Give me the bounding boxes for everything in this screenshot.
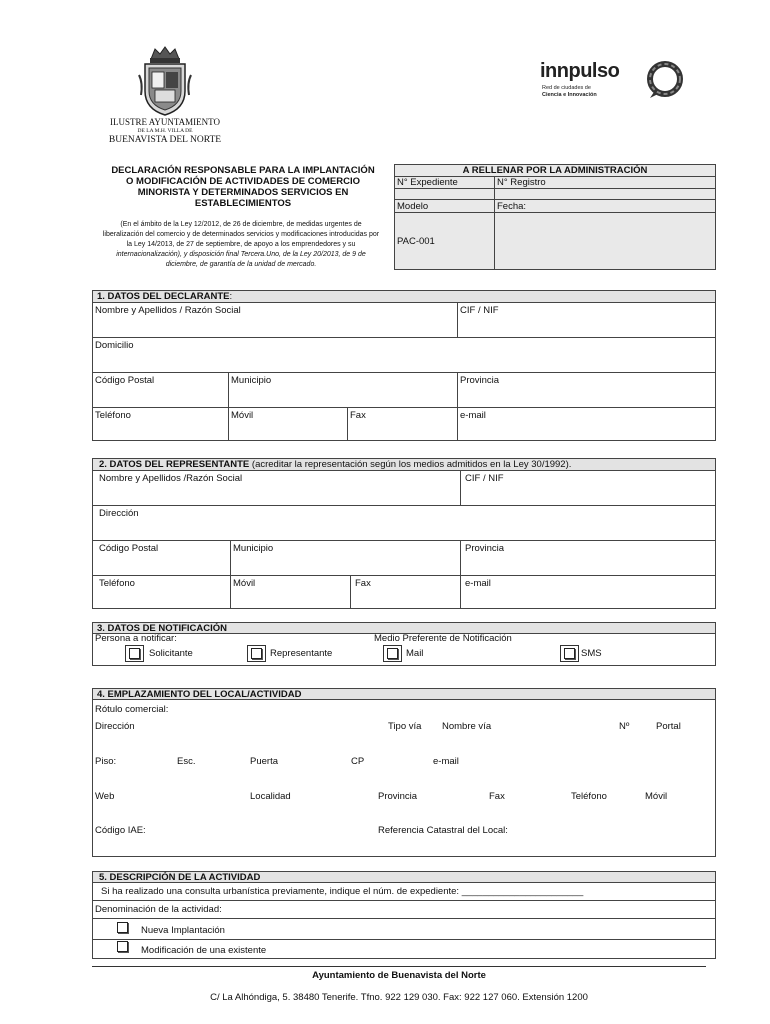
s3-representante-checkbox[interactable]: [247, 645, 266, 662]
section5-title: 5. DESCRIPCIÓN DE LA ACTIVIDAD: [99, 872, 261, 883]
title-line1: DECLARACIÓN RESPONSABLE PARA LA IMPLANTACIÓN: [111, 165, 375, 176]
s3-sms-label: SMS: [581, 648, 602, 659]
title-line2: O MODIFICACIÓN DE ACTIVIDADES DE COMERCIO: [126, 176, 360, 187]
s3-persona-label: Persona a notificar:: [95, 633, 177, 644]
s2-fax-label: Fax: [355, 578, 371, 589]
s1-telefono-label: Teléfono: [95, 410, 131, 421]
s4-nombre-via-label: Nombre vía: [442, 721, 492, 732]
s4-iae-label: Código IAE:: [95, 825, 146, 836]
s4-email-label: e-mail: [433, 756, 459, 767]
s1-nombre-label: Nombre y Apellidos / Razón Social: [95, 305, 241, 316]
municipality-line2: DE LA M.H. VILLA DE: [137, 128, 193, 134]
municipality-line1: ILUSTRE AYUNTAMIENTO: [109, 117, 221, 127]
footer-rule: [92, 966, 706, 967]
legal-note-4: internacionalización), y disposición final Tercera.Uno, de la Ley 20/2013, de 9 de: [116, 251, 366, 258]
s4-catastral-label: Referencia Catastral del Local:: [378, 825, 508, 836]
s5-modificacion-label: Modificación de una existente: [141, 945, 267, 956]
section2-title: 2. DATOS DEL REPRESENTANTE: [99, 459, 250, 470]
s4-puerta-label: Puerta: [250, 756, 278, 767]
s3-mail-label: Mail: [406, 648, 424, 659]
innpulso-wordmark: innpulso: [540, 60, 620, 82]
section3-title: 3. DATOS DE NOTIFICACIÓN: [97, 623, 228, 634]
s3-solicitante-checkbox[interactable]: [125, 645, 144, 662]
s4-direccion-label: Dirección: [95, 721, 135, 732]
section2-header: [92, 458, 716, 471]
s4-cp-label: CP: [351, 756, 365, 767]
s3-solicitante-label: Solicitante: [149, 648, 193, 659]
s2-cp-label: Código Postal: [99, 543, 159, 554]
s1-domicilio-label: Domicilio: [95, 340, 134, 351]
s4-tipo-via-label: Tipo vía: [388, 721, 422, 732]
s1-movil-label: Móvil: [231, 410, 254, 421]
section4-header: [92, 688, 716, 700]
s1-cif-label: CIF / NIF: [460, 305, 499, 316]
s3-medio-label: Medio Preferente de Notificación: [374, 633, 512, 644]
s2-municipio-label: Municipio: [233, 543, 274, 554]
admin-header: A RELLENAR POR LA ADMINISTRACIÓN: [462, 165, 648, 176]
innpulso-logo: [540, 58, 685, 108]
legal-note-5: diciembre, de garantía de la unidad de mercado.: [165, 261, 317, 268]
admin-modelo-label: Modelo: [397, 201, 429, 212]
s1-email-label: e-mail: [460, 410, 486, 421]
footer-org: Ayuntamiento de Buenavista del Norte: [312, 970, 486, 981]
s3-representante-label: Representante: [270, 648, 333, 659]
s5-denominacion-label: Denominación de la actividad:: [95, 904, 222, 915]
admin-fecha-label: Fecha:: [497, 201, 527, 212]
legal-note-1: (En el ámbito de la Ley 12/2012, de 26 de diciembre, de medidas urgentes de: [120, 221, 362, 228]
s4-movil-label: Móvil: [645, 791, 668, 802]
legal-note-2: liberalización del comercio y de determinados servicios y modificaciones introducidas por: [102, 231, 380, 238]
section1-header: 1. DATOS DEL DECLARANTE:: [92, 290, 716, 303]
s5-nueva-checkbox[interactable]: [117, 922, 128, 933]
s4-numero-label: Nº: [619, 721, 630, 732]
s2-telefono-label: Teléfono: [99, 578, 135, 589]
s4-portal-label: Portal: [656, 721, 681, 732]
s2-cif-label: CIF / NIF: [465, 473, 504, 484]
s1-fax-label: Fax: [350, 410, 366, 421]
s2-provincia-label: Provincia: [465, 543, 505, 554]
municipality-line3: BUENAVISTA DEL NORTE: [108, 135, 222, 145]
admin-registro-label: N° Registro: [497, 177, 546, 188]
s1-municipio-label: Municipio: [231, 375, 272, 386]
section1-title: 1. DATOS DEL DECLARANTE: [97, 291, 230, 302]
s2-movil-label: Móvil: [233, 578, 256, 589]
s4-esc-label: Esc.: [177, 756, 196, 767]
s4-rotulo-label: Rótulo comercial:: [95, 704, 169, 715]
admin-expediente-label: N° Expediente: [397, 177, 458, 188]
admin-code: PAC-001: [397, 236, 435, 247]
title-line3: MINORISTA Y DETERMINADOS SERVICIOS EN: [137, 187, 349, 198]
s5-modificacion-checkbox[interactable]: [117, 941, 128, 952]
innpulso-sub2: Ciencia e Innovación: [542, 92, 597, 98]
s4-provincia-label: Provincia: [378, 791, 418, 802]
coat-of-arms-logo: [137, 45, 193, 117]
s5-nueva-label: Nueva Implantación: [141, 925, 225, 936]
s5-consulta-label: Si ha realizado una consulta urbanística previamente, indique el núm. de expediente: _______________________: [101, 886, 584, 897]
s4-piso-label: Piso:: [95, 756, 117, 767]
s3-mail-checkbox[interactable]: [383, 645, 402, 662]
s2-email-label: e-mail: [465, 578, 491, 589]
s4-web-label: Web: [95, 791, 115, 802]
section5-header: [92, 871, 716, 883]
section4-title: 4. EMPLAZAMIENTO DEL LOCAL/ACTIVIDAD: [97, 689, 302, 700]
innpulso-ring-icon: [646, 60, 684, 100]
s4-telefono-label: Teléfono: [571, 791, 607, 802]
title-line4: ESTABLECIMIENTOS: [194, 198, 292, 209]
s4-fax-label: Fax: [489, 791, 505, 802]
footer-address: C/ La Alhóndiga, 5. 38480 Tenerife. Tfno. 922 129 030. Fax: 922 127 060. Extensión 1200: [210, 992, 588, 1003]
s2-nombre-label: Nombre y Apellidos /Razón Social: [99, 473, 243, 484]
s2-direccion-label: Dirección: [99, 508, 139, 519]
s1-cp-label: Código Postal: [95, 375, 155, 386]
innpulso-sub1: Red de ciudades de: [542, 85, 591, 91]
legal-note-3: la Ley 14/2013, de 27 de septiembre, de apoyo a los emprendedores y su: [126, 241, 356, 248]
s1-provincia-label: Provincia: [460, 375, 500, 386]
s3-sms-checkbox[interactable]: [560, 645, 579, 662]
s4-localidad-label: Localidad: [250, 791, 291, 802]
section2-title-note: (acreditar la representación según los medios admitidos en la Ley 30/1992).: [249, 459, 572, 470]
